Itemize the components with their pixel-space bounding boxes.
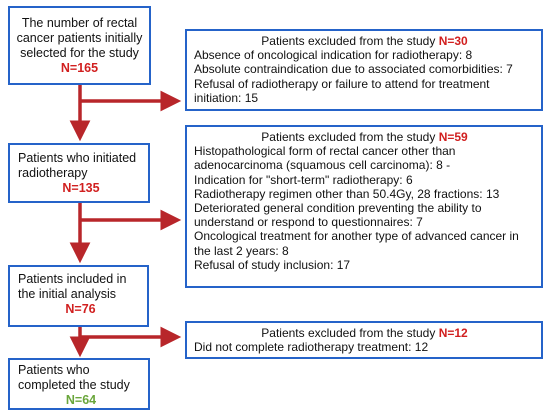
exclusion-2-title: Patients excluded from the study <box>261 130 436 144</box>
exclusion-2-reason: Radiotherapy regimen other than 50.4Gy, 28 fractions: 13 <box>194 186 500 201</box>
exclusion-1-title: Patients excluded from the study <box>261 34 436 48</box>
exclusion-2-reason: Histopathological form of rectal cancer other than adenocarcinoma (squamous cell carcinoma): 8 - <box>194 144 456 173</box>
exclusion-2-reason: Oncological treatment for another type of advanced cancer in the last 2 years: 8 <box>194 229 519 258</box>
exclusion-box-3 <box>185 321 543 359</box>
box-initiated-radiotherapy <box>8 143 150 203</box>
initial-selection-text: The number of rectal cancer patients initially selected for the study <box>16 16 143 60</box>
box-completed-study <box>8 358 150 410</box>
initial-selection-count: N=165 <box>60 61 99 75</box>
exclusion-3-count: N=12 <box>438 326 468 340</box>
exclusion-1-count: N=30 <box>438 34 468 48</box>
exclusion-1-reason: Refusal of radiotherapy or failure to attend for treatment initiation: 15 <box>194 76 490 105</box>
exclusion-3-title: Patients excluded from the study <box>261 326 436 340</box>
exclusion-1-reason: Absence of oncological indication for radiotherapy: 8 <box>194 48 473 63</box>
exclusion-1-reason: Absolute contraindication due to associated comorbidities: 7 <box>194 62 513 77</box>
initial-analysis-text: Patients included in the initial analysis <box>18 272 127 301</box>
exclusion-2-count: N=59 <box>438 130 468 144</box>
exclusion-2-title-line <box>194 130 535 144</box>
completed-study-count: N=64 <box>65 393 97 407</box>
initiated-radiotherapy-text: Patients who initiated radiotherapy <box>18 151 137 180</box>
exclusion-box-1 <box>185 29 543 111</box>
exclusion-2-reason: Deteriorated general condition preventing the ability to understand or respond to questionnaires: 7 <box>194 201 482 230</box>
initial-analysis-count: N=76 <box>65 302 96 316</box>
exclusion-3-title-line <box>194 326 535 340</box>
exclusion-3-reason: Did not complete radiotherapy treatment: 12 <box>194 340 429 355</box>
exclusion-2-reason: Indication for "short-term" radiotherapy: 6 <box>194 172 413 187</box>
exclusion-box-2 <box>185 125 543 288</box>
completed-study-text: Patients who completed the study <box>18 363 130 392</box>
box-initial-selection <box>8 6 151 85</box>
initiated-radiotherapy-count: N=135 <box>62 181 100 195</box>
box-initial-analysis <box>8 265 149 327</box>
exclusion-2-reason: Refusal of study inclusion: 17 <box>194 257 351 272</box>
exclusion-1-title-line <box>194 34 535 48</box>
